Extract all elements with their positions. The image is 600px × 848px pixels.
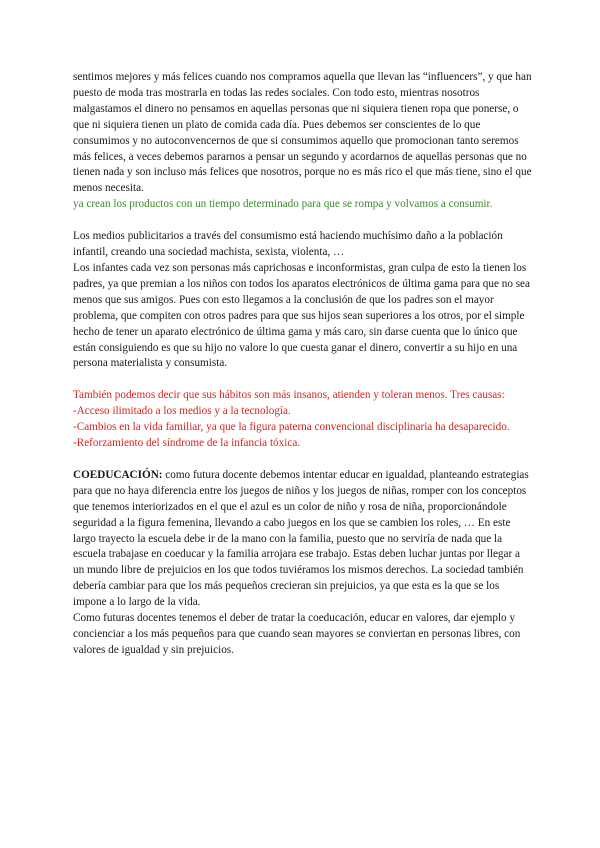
list-item-cause: -Reforzamiento del síndrome de la infancia tóxica. — [73, 437, 301, 450]
paragraph-conclusion: Como futuras docentes tenemos el deber de tratar la coeducación, educar en valores, dar ejemplo y concienciar a los más pequeños para que cuando sean mayores se conviertan en personas libres, con valores de igualdad y sin prejuicios. — [73, 612, 521, 656]
paragraph-unhealthy-habits: También podemos decir que sus hábitos son más insanos, atienden y toleran menos. Tres causas: — [73, 389, 505, 402]
paragraph-advertising-media: Los medios publicitarios a través del consumismo está haciendo muchísimo daño a la población infantil, creando una sociedad machista, sexista, violenta, … — [73, 230, 503, 259]
list-item-cause: -Cambios en la vida familiar, ya que la figura paterna convencional disciplinaria ha desaparecido. — [73, 421, 510, 434]
coeducation-heading: COEDUCACIÓN: — [73, 468, 163, 481]
spacer — [73, 213, 533, 229]
paragraph-consumption: sentimos mejores y más felices cuando nos compramos aquella que llevan las “influencers”, y que han puesto de moda tras mostrarla en todas las redes sociales. Con todo esto, mientras nosotros malgastamos el dinero no pensamos en aquellas personas que ni siquiera tienen ropa que ponerse, o que ni siquiera tienen un plato de comida cada día. Pues debemos ser conscientes de lo que consumimos y no autoconvencernos de que si consumimos aquello que promocionan tanto seremos más felices, a veces debemos pararnos a pensar un segundo y acordarnos de aquellas personas que no tienen nada y son incluso más felices que nosotros, porque no es más rico el que más tiene, sino el que menos necesita. — [73, 71, 532, 195]
paragraph-children-parents: Los infantes cada vez son personas más caprichosas e inconformistas, gran culpa de esto la tienen los padres, ya que premian a los niños con todos los aparatos electrónicos de última gama para que no sea menos que sus amigos. Pues con esto llegamos a la conclusión de que los padres son el mayor problema, que compiten con otros padres para que sus hijos sean superiores a los otros, por el simple hecho de tener un aparato electrónico de última gama y más caro, sin darse cuenta que lo único que están consiguiendo es que su hijo no valore lo que cuesta ganar el dinero, convertir a su hijo en una persona materialista y consumista. — [73, 261, 530, 370]
spacer — [73, 452, 533, 468]
document-body — [73, 70, 533, 659]
paragraph-coeducation — [73, 468, 533, 611]
spacer — [73, 372, 533, 388]
paragraph-planned-obsolescence: ya crean los productos con un tiempo determinado para que se rompa y volvamos a consumir. — [73, 198, 493, 211]
coeducation-text: como futura docente debemos intentar educar en igualdad, planteando estrategias para que no haya diferencia entre los juegos de niños y los juegos de niñas, romper con los conceptos que tenemos interiorizados en el que el azul es un color de niño y rosa de niña, proporcionándole seguridad a la figura femenina, llevando a cabo juegos en los que se cambien los roles, … En este largo trayecto la escuela debe ir de la mano con la familia, puesto que no serviría de nada que la escuela trabajase en coeducar y la familia arrojara ese trabajo. Estas deben luchar juntas por llegar a un mundo libre de prejuicios en los que todos tuviéramos los mismos derechos. La sociedad también debería cambiar para que los más pequeños crecieran sin prejuicios, ya que esta es la que se los impone a lo largo de la vida. — [73, 468, 529, 609]
list-item-cause: -Acceso ilimitado a los medios y a la tecnología. — [73, 405, 291, 418]
